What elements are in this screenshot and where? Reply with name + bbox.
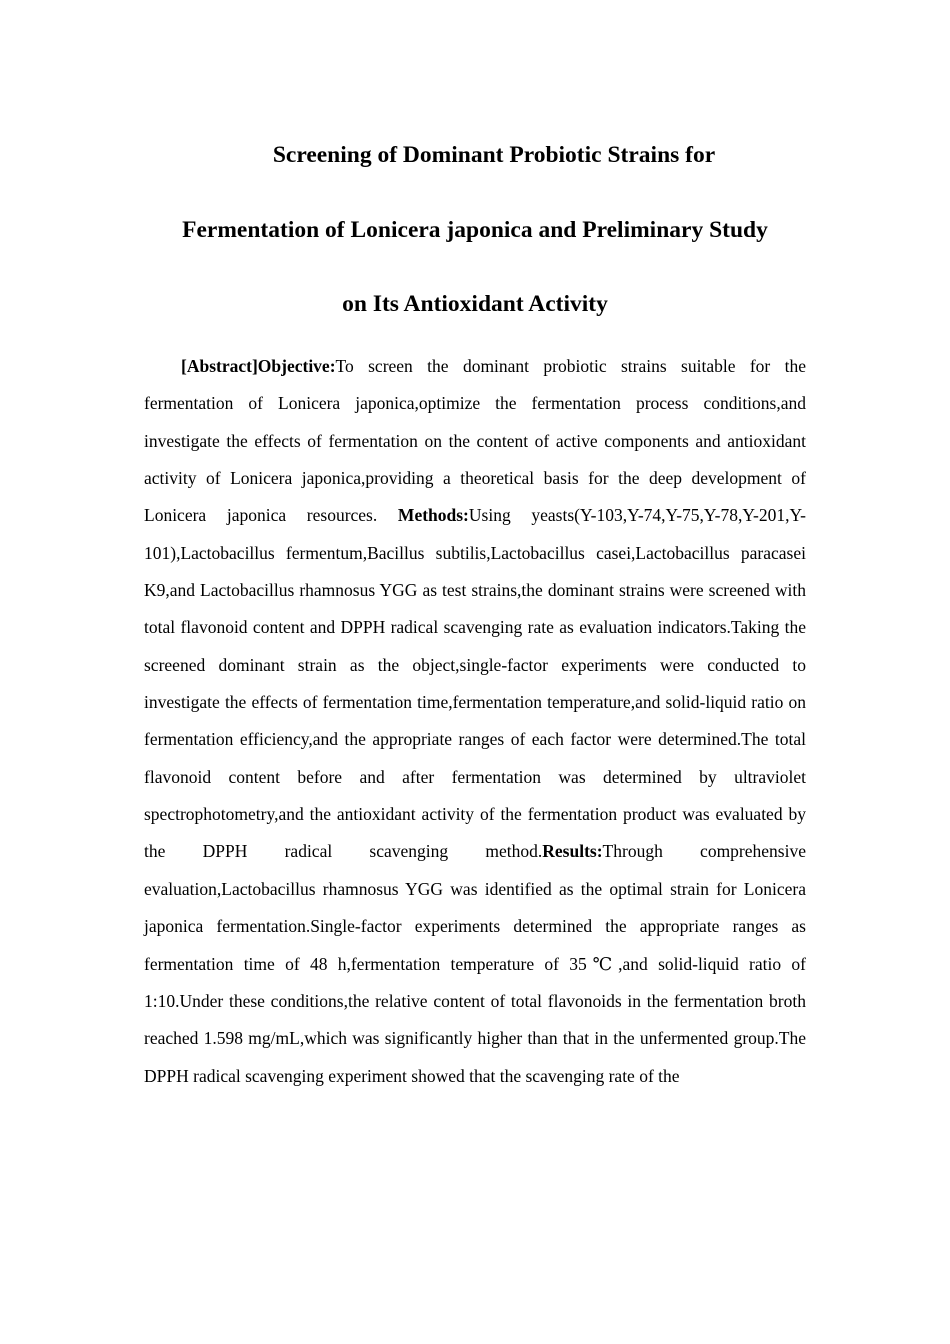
paper-title bbox=[0, 118, 950, 342]
abstract-paragraph bbox=[144, 348, 806, 1095]
results-text: Through comprehensive evaluation,Lactobacillus rhamnosus YGG was identified as the optimal strain for Lonicera japonica fermentation.Single-factor experiments determined the appropriate ranges as fermentation time of 48 h,fermentation temperature of 35℃,and solid-liquid ratio of 1:10.Under these conditions,the relative content of total flavonoids in the fermentation broth reached 1.598 mg/mL,which was significantly higher than that in the unfermented group.The DPPH radical scavenging experiment showed that the scavenging rate of the bbox=[144, 841, 806, 1086]
abstract-label: [Abstract] bbox=[181, 356, 258, 376]
methods-label: Methods: bbox=[397, 505, 469, 526]
methods-text: Using yeasts(Y-103,Y-74,Y-75,Y-78,Y-201,Y-101),Lactobacillus fermentum,Bacillus subtilis,Lactobacillus casei,Lactobacillus paracasei K9,and Lactobacillus rhamnosus YGG as test strains,the dominant strains were screened with total flavonoid content and DPPH radical scavenging rate as evaluation indicators.Taking the screened dominant strain as the object,single-factor experiments were conducted to investigate the effects of fermentation time,fermentation temperature,and solid-liquid ratio on fermentation efficiency,and the appropriate ranges of each factor were determined.The total flavonoid content before and after fermentation was determined by ultraviolet spectrophotometry,and the antioxidant activity of the fermentation product was evaluated by the DPPH radical scavenging method. bbox=[144, 505, 806, 862]
title-line-3: on Its Antioxidant Activity bbox=[342, 291, 608, 317]
title-line-1: Screening of Dominant Probiotic Strains for bbox=[272, 142, 716, 168]
objective-label: Objective: bbox=[257, 356, 336, 376]
objective-text: To screen the dominant probiotic strains suitable for the fermentation of Lonicera japonica,optimize the fermentation process conditions,and investigate the effects of fermentation on the content of active components and antioxidant activity of Lonicera japonica,providing a theoretical basis for the deep development of Lonicera japonica resources. bbox=[144, 356, 806, 526]
title-line-2: Fermentation of Lonicera japonica and Preliminary Study bbox=[182, 216, 768, 243]
results-label: Results: bbox=[542, 841, 603, 862]
